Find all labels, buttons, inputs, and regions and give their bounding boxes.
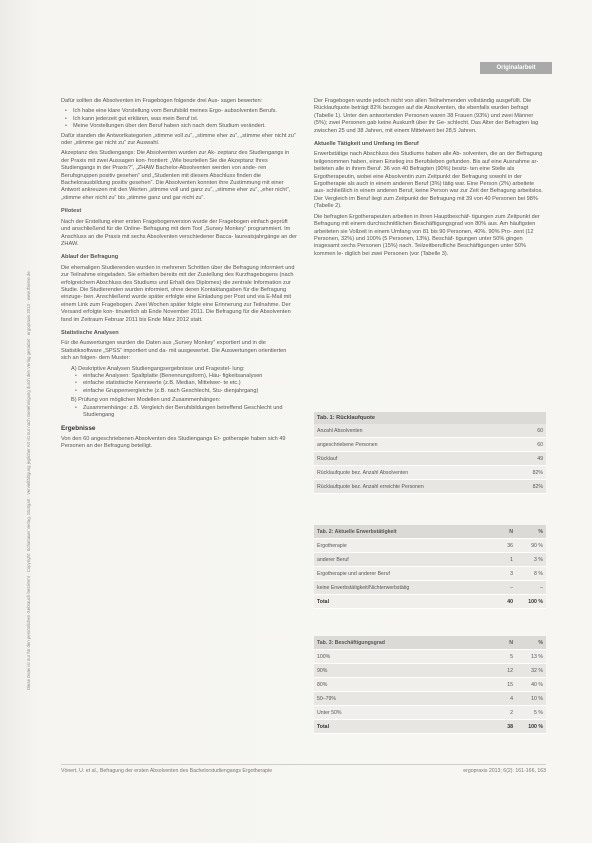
row-label: angeschriebene Personen xyxy=(314,438,516,452)
table-header-row xyxy=(314,636,546,650)
row-percent: 100 % xyxy=(516,720,546,734)
paragraph: Dafür standen die Antwortkategorien „stimme voll zu“, „stimme eher zu“, „stimme eher nicht zu“ oder „stimme gar nicht zu“ zur Auswahl. xyxy=(61,132,296,147)
paragraph: Nach der Erstellung einer ersten Fragebogenversion wurde der Fragebogen einfach geprüft und anschließend für die Online- Befragung mit dem Tool „Survey Monkey“ programmiert. Im Anschluss an die Praxis mit sechs Absolventen verschiedener Bacca- laureatsjahrgänge an der ZHAW. xyxy=(61,218,297,247)
section-tag: Originalarbeit xyxy=(480,62,552,74)
table-row xyxy=(314,553,546,567)
row-label: 50–79% xyxy=(314,692,486,706)
table-row xyxy=(314,452,546,466)
footer-journal-ref: ergopraxis 2013; 6(2): 161-166, 163 xyxy=(463,768,546,774)
list-subitem: ▪ einfache Gruppenvergleiche (z.B. nach Geschlecht, Stu- dienjahrgang) xyxy=(83,388,297,395)
table-row xyxy=(314,581,546,595)
copyright-sidebar: Diese Datei ist nur für den persönlichen Gebrauch bestimmt · Copyright: Schattauer Verlag, Stuttgart · Vervielfältigung jeglicher Art ist nur nach Genehmigung durch den Verlag gestattet · ergopraxis 2013 · www.thieme.de xyxy=(26,271,31,690)
table-header-row xyxy=(314,525,546,539)
section-heading: Aktuelle Tätigkeit und Umfang im Beruf xyxy=(314,141,419,148)
right-column xyxy=(314,98,546,261)
table-row xyxy=(314,706,546,720)
row-label: Total xyxy=(314,595,486,609)
column-header-percent: % xyxy=(516,525,546,539)
paragraph: Die befragten Ergotherapeuten arbeiten in ihren Hauptbeschäf- tigungen zum Zeitpunkt der Befragung mit einem durchschnittlichen Beschäftigungsgrad von 80% aus. Am häufigsten arbeiteten sie Vollzeit in einem Umfang von 81 bis 90 Personen, 40%. 90% Pro- zent (12 Personen, 32%) und 100% (5 Personen, 13%). Beschäf- tigungen unter 50% gingen insgesamt sechs Personen (15%) nach. Teilzeitberufliche Beschäftigungen unter 50% kommen le- diglich bei zwei Personen (vor (Tabelle 3). xyxy=(314,213,540,257)
row-value: 82% xyxy=(516,466,546,480)
row-label: Rücklauf xyxy=(314,452,516,466)
footer-citation: Vönert, U. et al., Befragung der ersten Absolventen des Bachelorstudiengangs Ergotherapie xyxy=(61,768,273,774)
paragraph: Erwerbstätige nach Abschluss des Studiums haben alle Ab- solventen, die an der Befragung teilgenommen haben, einen Einstieg ins Berufsleben gefunden. Bis auf eine Ausnahme ar- beiteten alle in ihrem Beruf. 36 von 40 Befragten (90%) besitz- ten eine Stelle als Ergotherapeutin, wobei eine Absolventin zum Zeitpunkt der Befragung sowohl in der Ergotherapie als auch in einem anderen Beruf (3%) tätig war. Eine Person (2%) arbeitete aus- schließlich in einem anderen Beruf, keine Person war zur Zeit der Befragung arbeitslos. Der Vergleich im Beruf liegt zum Zeitpunkt der Befragung mit 39 von 40 Personen bei 98% (Tabelle 2). xyxy=(314,151,543,210)
paragraph: Akzeptanz des Studiengangs: Die Absolventen wurden zur Ak- zeptanz des Studiengangs in der Praxis mit zwei Aussagen kon- frontiert: „Wie beurteilen Sie die Akzeptanz Ihres Studiengangs in der Praxis?“, „ZHAW Bachelor-Absolventen werden von ande- ren Berufsgruppen positiv gesehen“ und „Studenten mit diesem Abschluss finden die Bachelorausbildung positiv gesehen“. Die Absolventen konnten ihre Zustimmung mit einer Antwort ankreuzen mit den Werten „stimme voll und ganz zu“, „stimme eher zu“, „eher nicht“, „stimme eher nicht zu“ bis „stimme ganz und gar nicht zu“. xyxy=(61,150,291,201)
row-label: Unter 50% xyxy=(314,706,486,720)
section-heading: Statistische Analysen xyxy=(61,329,119,336)
row-n: 15 xyxy=(486,678,516,692)
table-total-row xyxy=(314,720,546,734)
table-employment xyxy=(314,525,546,609)
list-item: ▪ Ich habe eine klare Vorstellung vom Berufsbild meines Ergo- aubsolventen Berufs. xyxy=(73,108,297,115)
row-n: 1 xyxy=(486,553,516,567)
row-label: Rücklaufquote bez. Anzahl erreichte Personen xyxy=(314,480,516,494)
row-n: 5 xyxy=(486,650,516,664)
table-employment-level xyxy=(314,636,546,734)
row-percent: 100 % xyxy=(516,595,546,609)
column-header-percent: % xyxy=(516,636,546,650)
table-caption: Tab. 3: Beschäftigungsgrad xyxy=(314,636,486,650)
table-caption: Tab. 1: Rücklaufquote xyxy=(314,412,546,424)
row-percent: 8 % xyxy=(516,567,546,581)
list-item: ▪ Meine Vorstellungen über den Beruf haben sich nach dem Studium verändert. xyxy=(73,123,297,130)
row-label: keine Erwerbstätigkeit/Nichterwerbstätig xyxy=(314,581,486,595)
bullet-list xyxy=(61,108,297,130)
paragraph: Die ehemaligen Studierenden wurden in mehreren Schritten über die Befragung informiert und zur Teilnahme eingeladen. Sie erhielten bereits mit der Zustellung des Kurzfragebogens (nach erfolgreichem Abschluss des Studiums und Erhalt des Diplomes) die zentrale Information zur Studie. Die Studierenden wurden informiert, ohne deren Kontaktangaben für die Befragung einzuge- ben. Anschließend wurde später erfolgte eine Einladung per Post und via E-Mail mit einem Link zum Fragebogen. Zwei Wochen später folgte eine Erinnerung zur Teilnahme. Der Versand erfolgte kon- tinuierlich ab Ende November 2011. Die Befragung für die Absolventen fand im Zeitraum Februar 2011 bis Ende März 2012 statt. xyxy=(61,264,295,323)
list-subitem: ▪ Zusammenhänge: z.B. Vergleich der Berufsbildungen betreffend Geschlecht und Studiengang xyxy=(83,405,297,420)
column-header-n: N xyxy=(486,636,516,650)
table-row xyxy=(314,424,546,438)
list-item xyxy=(71,366,297,396)
section-heading: Ablauf der Befragung xyxy=(61,254,119,261)
row-label: anderer Beruf xyxy=(314,553,486,567)
section-heading: Ergebnisse xyxy=(61,425,96,433)
column-header-n: N xyxy=(486,525,516,539)
table-caption: Tab. 2: Aktuelle Erwerbstätigkeit xyxy=(314,525,486,539)
row-percent: 5 % xyxy=(516,706,546,720)
row-n: 4 xyxy=(486,692,516,706)
table-row xyxy=(314,539,546,553)
row-value: 82% xyxy=(516,480,546,494)
row-label: Rücklaufquote bez. Anzahl Absolventen xyxy=(314,466,516,480)
row-percent: 10 % xyxy=(516,692,546,706)
table-row xyxy=(314,678,546,692)
analysis-list xyxy=(61,366,297,420)
row-percent: 40 % xyxy=(516,678,546,692)
paragraph: Der Fragebogen wurde jedoch nicht von allen Teilnehmenden vollständig ausgefüllt. Die Rücklaufquote beträgt 82% bezogen auf die Absolventen, die ebenfalls wurden befragt (Tabelle 1). Unter den antwortenden Personen waren 38 Frauen (93%) und zwei Männer (5%); zwei Personen gab keine Auskunft über ihr Ge- schlecht. Das Alter der Befragten lag zwischen 25 und 38 Jahren, mit einem Mittelwert bei 28,5 Jahren. xyxy=(314,98,539,134)
row-value: 49 xyxy=(516,452,546,466)
row-label: 80% xyxy=(314,678,486,692)
table-row xyxy=(314,664,546,678)
row-n: 2 xyxy=(486,706,516,720)
row-percent: 32 % xyxy=(516,664,546,678)
row-label: Ergotherapie xyxy=(314,539,486,553)
list-item: ▪ Ich kann jederzeit gut erklären, was mein Beruf ist. xyxy=(73,116,297,123)
row-value: 60 xyxy=(516,438,546,452)
table-response-rate xyxy=(314,412,546,494)
list-item-label: A) Deskriptive Analysen Studiengangsergebnisse und Fragestel- lung: xyxy=(71,365,245,372)
section-heading: Pilotest xyxy=(61,208,82,215)
row-percent: – xyxy=(516,581,546,595)
row-n: 38 xyxy=(486,720,516,734)
paragraph: Von den 60 angeschriebenen Absolventen des Studiengangs Er- gotherapie haben sich 49 Personen an der Befragung beteiligt. xyxy=(61,435,286,450)
row-label: Ergotherapie und anderer Beruf xyxy=(314,567,486,581)
table-row xyxy=(314,692,546,706)
row-label: 90% xyxy=(314,664,486,678)
left-column xyxy=(61,98,297,454)
table-row xyxy=(314,480,546,494)
row-label: Anzahl Absolventen xyxy=(314,424,516,438)
row-n: 3 xyxy=(486,567,516,581)
row-value: 60 xyxy=(516,424,546,438)
row-percent: 13 % xyxy=(516,650,546,664)
row-n: 40 xyxy=(486,595,516,609)
paragraph: Dafür sollten die Absolventen im Fragebogen folgende drei Aus- sagen bewerten: xyxy=(61,98,263,104)
row-percent: 3 % xyxy=(516,553,546,567)
list-subitem: ▪ einfache Analysen: Spaltplatte (Benennungsform), Häu- figkeitsanalysen xyxy=(83,373,297,380)
table-row xyxy=(314,438,546,452)
table-row xyxy=(314,650,546,664)
paragraph: Für die Auswertungen wurden die Daten aus „Survey Monkey“ exportiert und in die Statistiksoftware „SPSS“ importiert und da- mit ausgewertet. Die Auswertungen orientierten sich an folgen- dem Muster: xyxy=(61,340,287,362)
table-row xyxy=(314,466,546,480)
list-subitem: ▪ einfache statistische Kennwerte (z.B. Median, Mittelwer- te etc.) xyxy=(83,380,297,387)
row-label: Total xyxy=(314,720,486,734)
table-total-row xyxy=(314,595,546,609)
row-label: 100% xyxy=(314,650,486,664)
row-n: 36 xyxy=(486,539,516,553)
table-row xyxy=(314,567,546,581)
row-percent: 90 % xyxy=(516,539,546,553)
list-item xyxy=(71,397,297,419)
list-item-label: B) Prüfung von möglichen Modellen und Zusammenhängen: xyxy=(71,397,221,404)
footer-divider xyxy=(61,764,546,765)
row-n: 12 xyxy=(486,664,516,678)
row-n: – xyxy=(486,581,516,595)
